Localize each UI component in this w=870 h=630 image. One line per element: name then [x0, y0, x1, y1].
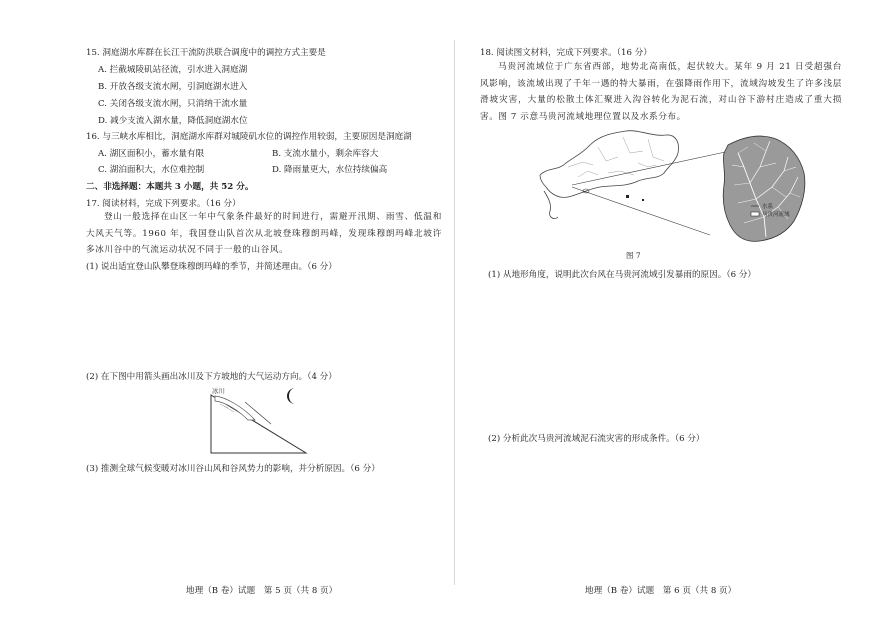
legend-river: 水系: [762, 204, 774, 210]
q16-option-b: B. 支流水量小，剩余库容大: [272, 149, 379, 159]
q17-part3: (3) 推测全球气候变暖对冰川谷山风和谷风势力的影响，并分析原因。（6 分）: [86, 464, 380, 474]
q16-option-d: D. 降雨量更大，水位持续偏高: [272, 165, 388, 175]
figure-7-map: [538, 127, 808, 262]
q15-option-c: C. 关闭各级支流水闸，只消纳干流水量: [98, 99, 248, 109]
glacier-slope-diagram: [200, 384, 320, 458]
guangdong-outline: [540, 131, 679, 198]
q18-material: 马贵河流域位于广东省西部，地势北高南低，起伏较大。某年 9 月 21 日受超强台风影响，该流域出现了千年一遇的特大暴雨，在强降雨作用下，流域沟坡发生了许多浅层滑坡灾害，大量的松散土体汇聚进入沟谷转化为泥石流，对山谷下游村庄造成了重大损害。图 7 示意马贵河流域地理位置以及水系分布。: [480, 62, 842, 122]
page-6-footer: 地理（B 卷）试题 第 6 页（共 8 页）: [585, 586, 737, 596]
q15-option-a: A. 拦截城陵矶站径流，引水进入洞庭湖: [98, 65, 248, 75]
q16-option-c: C. 湖泊面积大，水位难控制: [98, 165, 205, 175]
section-heading: 二、非选择题：本题共 3 小题，共 52 分。: [86, 182, 254, 192]
glacier-shape: [215, 396, 255, 420]
figure-7-caption: 图 7: [626, 251, 641, 260]
q15-option-d: D. 减少支流入湖水量，降低洞庭湖水位: [98, 116, 248, 126]
page-6: [455, 0, 870, 630]
q18-part2: (2) 分析此次马贵河流域泥石流灾害的形成条件。（6 分）: [488, 434, 705, 444]
glacier-label: 冰川: [212, 387, 225, 395]
legend-basin: 马贵河流域: [762, 212, 790, 218]
mahui-basin: [723, 136, 805, 241]
q15-option-b: B. 开放各级支流水闸，引洞庭湖水进入: [98, 82, 248, 92]
q18-stem: 18. 阅读图文材料，完成下列要求。（16 分）: [480, 48, 652, 58]
moon-icon: [287, 388, 295, 404]
q17-part1: (1) 说出适宜登山队攀登珠穆朗玛峰的季节，并简述理由。（6 分）: [86, 262, 337, 272]
q17-stem: 17. 阅读材料，完成下列要求。（16 分）: [86, 199, 241, 209]
q17-part2: (2) 在下图中用箭头画出冰川及下方坡地的大气运动方向。（4 分）: [86, 372, 337, 382]
q18-part1: (1) 从地形角度，说明此次台风在马贵河流域引发暴雨的原因。（6 分）: [488, 270, 757, 280]
q16-option-a: A. 湖区面积小，蓄水量有限: [98, 149, 205, 159]
q17-material: 登山一般选择在山区一年中气象条件最好的时间进行，需避开汛期、雨雪、低温和大风天气等。1960 年，我国登山队首次从北坡登珠穆朗玛峰，发现珠穆朗玛峰北坡许多冰川谷中的气流运动状况不同于一般的山谷风。: [86, 212, 442, 255]
q16-stem: 16. 与三峡水库相比，洞庭湖水库群对城陵矶水位的调控作用较弱，主要原因是洞庭湖: [86, 132, 412, 142]
page-5-footer: 地理（B 卷）试题 第 5 页（共 8 页）: [186, 586, 338, 596]
q15-stem: 15. 洞庭湖水库群在长江干流防洪联合调度中的调控方式主要是: [86, 48, 326, 58]
